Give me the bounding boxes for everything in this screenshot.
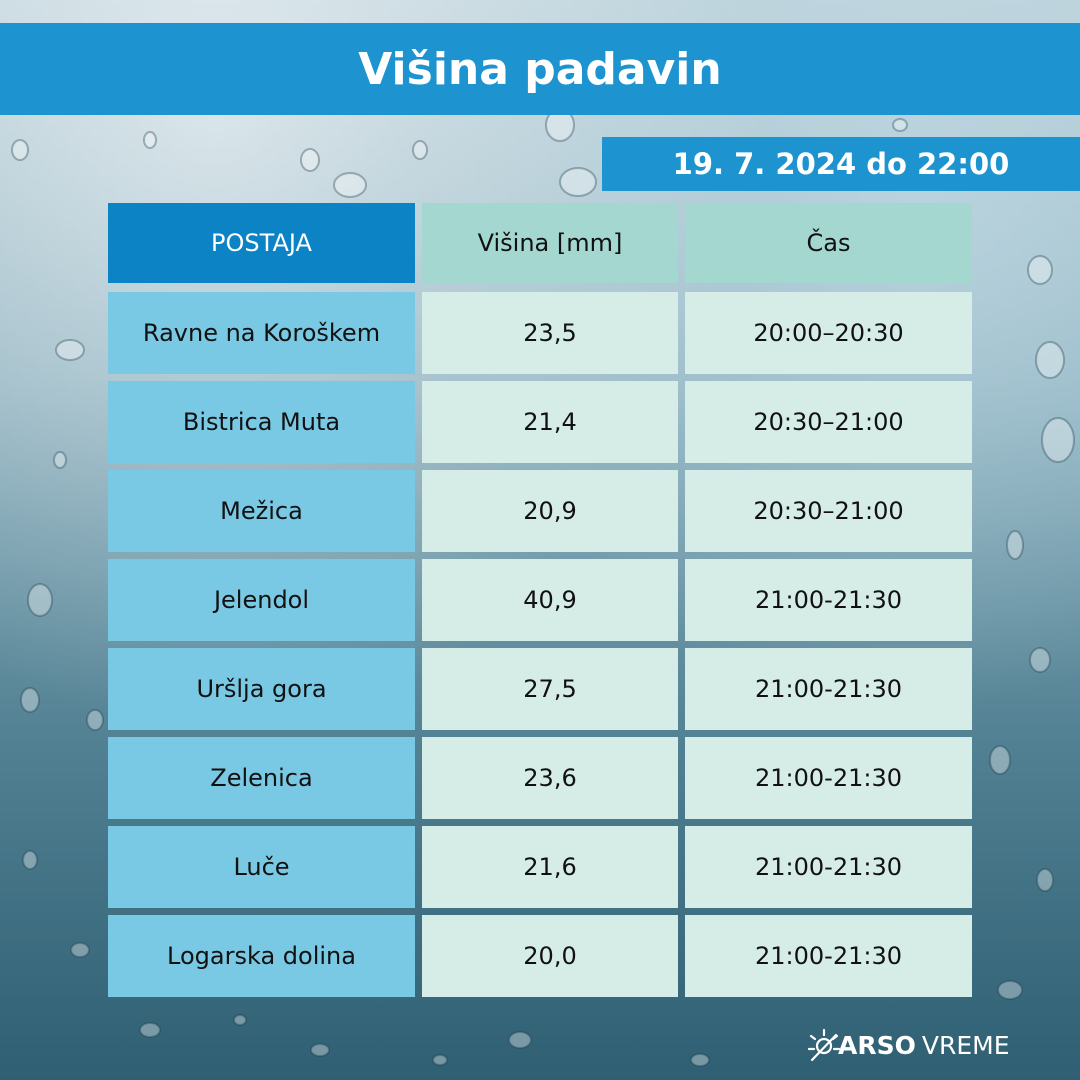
arso-vreme-logo (806, 1026, 1010, 1064)
weather-sun-icon (806, 1027, 842, 1063)
station-cell: Logarska dolina (108, 915, 415, 997)
header-height-label: Višina [mm] (477, 229, 623, 257)
time-cell: 20:00–20:30 (685, 292, 972, 374)
time-cell: 21:00-21:30 (685, 648, 972, 730)
time-cell: 21:00-21:30 (685, 915, 972, 997)
station-cell: Zelenica (108, 737, 415, 819)
table-header-station (108, 203, 415, 283)
date-label: 19. 7. 2024 do 22:00 (672, 147, 1010, 181)
time-cell: 21:00-21:30 (685, 737, 972, 819)
logo-arso-text: ARSO (838, 1030, 916, 1060)
station-cell: Jelendol (108, 559, 415, 641)
time-cell: 20:30–21:00 (685, 381, 972, 463)
station-cell: Luče (108, 826, 415, 908)
page-title: Višina padavin (358, 43, 722, 95)
table-header-time (685, 203, 972, 283)
time-cell: 21:00-21:30 (685, 826, 972, 908)
height-cell: 27,5 (422, 648, 678, 730)
title-banner (0, 23, 1080, 115)
time-cell: 21:00-21:30 (685, 559, 972, 641)
station-cell: Ravne na Koroškem (108, 292, 415, 374)
height-cell: 20,0 (422, 915, 678, 997)
station-cell: Mežica (108, 470, 415, 552)
date-banner (602, 137, 1080, 191)
header-time-label: Čas (806, 229, 851, 257)
height-cell: 20,9 (422, 470, 678, 552)
table-header-height (422, 203, 678, 283)
height-cell: 23,5 (422, 292, 678, 374)
height-cell: 21,4 (422, 381, 678, 463)
station-cell: Bistrica Muta (108, 381, 415, 463)
header-station-label: POSTAJA (211, 229, 312, 257)
height-cell: 21,6 (422, 826, 678, 908)
logo-vreme-text: VREME (921, 1030, 1010, 1060)
height-cell: 40,9 (422, 559, 678, 641)
station-cell: Uršlja gora (108, 648, 415, 730)
height-cell: 23,6 (422, 737, 678, 819)
time-cell: 20:30–21:00 (685, 470, 972, 552)
